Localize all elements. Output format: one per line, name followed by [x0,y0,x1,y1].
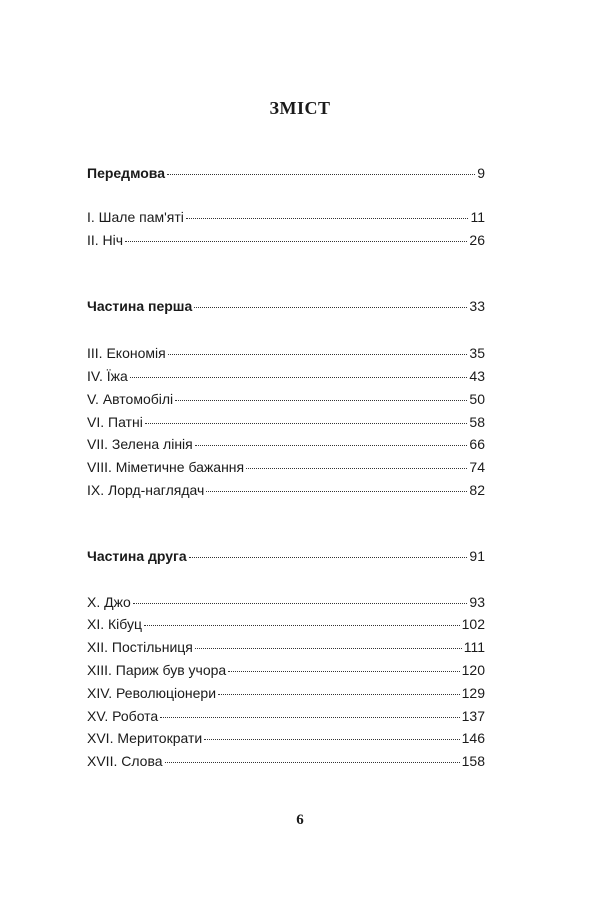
dot-leader [189,556,468,558]
toc-entry-chapter-3[interactable] [87,343,485,363]
toc-entry-label: XI. Кібуц [87,616,143,632]
dot-leader [133,602,468,604]
toc-entry-label: III. Економія [87,345,166,361]
toc-entry-label: Передмова [87,165,166,181]
toc-entry-label: V. Автомобілі [87,391,174,407]
toc-entry-page: 33 [469,298,485,314]
toc-entry-chapter-7[interactable] [87,434,485,454]
page-title: ЗМІСТ [269,98,331,118]
toc-entry-label: Частина перша [87,298,193,314]
toc-entry-page: 93 [469,594,485,610]
toc-entry-page: 137 [461,708,485,724]
toc-entry-page: 74 [469,459,485,475]
toc-entry-chapter-9[interactable] [87,480,485,500]
table-of-contents [87,0,485,921]
toc-entry-label: VI. Патні [87,414,143,430]
dot-leader [228,670,459,672]
dot-leader [167,173,475,175]
toc-entry-chapter-12[interactable] [87,637,485,657]
dot-leader [246,467,467,469]
toc-entry-page: 66 [469,436,485,452]
toc-entry-page: 111 [463,639,485,655]
toc-entry-label: XVII. Слова [87,753,163,769]
toc-entry-chapter-8[interactable] [87,457,485,477]
dot-leader [186,217,469,219]
dot-leader [195,647,462,649]
dot-leader [194,306,467,308]
toc-entry-page: 35 [469,345,485,361]
toc-entry-page: 82 [469,482,485,498]
toc-entry-page: 11 [470,209,485,225]
toc-entry-chapter-13[interactable] [87,660,485,680]
toc-entry-label: XVI. Меритократи [87,730,203,746]
toc-entry-chapter-15[interactable] [87,706,485,726]
toc-entry-label: I. Шале пам'яті [87,209,184,225]
toc-entry-label: XII. Постільниця [87,639,193,655]
toc-entry-preface[interactable] [87,163,485,183]
toc-entry-label: XIII. Париж був учора [87,662,227,678]
toc-entry-part-1[interactable] [87,296,485,316]
toc-entry-label: XV. Робота [87,708,159,724]
toc-entry-chapter-5[interactable] [87,389,485,409]
toc-entry-page: 158 [461,753,485,769]
toc-entry-label: VII. Зелена лінія [87,436,193,452]
toc-entry-page: 43 [469,368,485,384]
dot-leader [218,693,460,695]
toc-entry-page: 129 [461,685,485,701]
toc-entry-label: IV. Їжа [87,368,128,384]
dot-leader [175,399,467,401]
toc-entry-page: 120 [461,662,485,678]
toc-entry-page: 146 [461,730,485,746]
toc-entry-chapter-14[interactable] [87,683,485,703]
toc-entry-chapter-2[interactable] [87,230,485,250]
dot-leader [204,738,459,740]
toc-entry-label: XIV. Революціонери [87,685,217,701]
toc-entry-chapter-6[interactable] [87,412,485,432]
toc-entry-page: 50 [469,391,485,407]
toc-entry-label: VIII. Міметичне бажання [87,459,245,475]
toc-entry-page: 9 [477,165,485,181]
toc-entry-part-2[interactable] [87,546,485,566]
dot-leader [144,624,460,626]
toc-entry-label: IX. Лорд-наглядач [87,482,205,498]
dot-leader [195,444,468,446]
page-number: 6 [296,812,304,828]
toc-entry-label: X. Джо [87,594,131,610]
toc-entry-page: 58 [469,414,485,430]
dot-leader [168,353,468,355]
dot-leader [125,240,467,242]
toc-entry-chapter-11[interactable] [87,614,485,634]
dot-leader [130,376,468,378]
toc-entry-chapter-10[interactable] [87,592,485,612]
toc-entry-chapter-17[interactable] [87,751,485,771]
dot-leader [165,761,460,763]
toc-entry-label: Частина друга [87,548,187,564]
toc-entry-page: 26 [469,232,485,248]
toc-entry-chapter-16[interactable] [87,728,485,748]
dot-leader [145,422,468,424]
toc-entry-page: 102 [461,616,485,632]
dot-leader [160,716,459,718]
toc-entry-chapter-4[interactable] [87,366,485,386]
dot-leader [206,490,467,492]
toc-entry-page: 91 [469,548,485,564]
toc-entry-chapter-1[interactable] [87,207,485,227]
toc-entry-label: II. Ніч [87,232,124,248]
